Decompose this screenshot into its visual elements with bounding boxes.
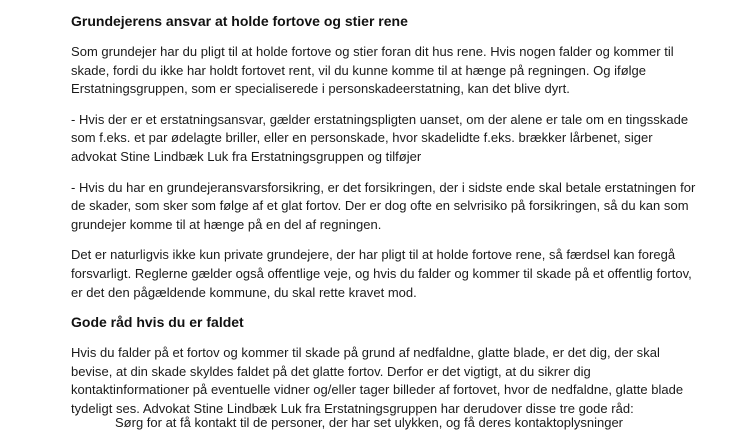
document-page: [71, 10, 696, 430]
list-item-cut-off: [71, 414, 623, 432]
paragraph-quote-insurance: - Hvis du har en grundejeransvarsforsikring, er det forsikringen, der i sidste ende skal betale erstatningen for de skader, som sker som følge af et glat fortov. Der er dog ofte en selvrisiko på forsikringen, så du kan som grundejer komme til at hænge på en del af regningen.: [71, 179, 696, 232]
paragraph-quote-liability: - Hvis der er et erstatningsansvar, gælder erstatningspligten uanset, om der alene er tale om en tingsskade som f.eks. et par ødelagte briller, eller en personskade, hvor skadelidte f.eks. brækker lårbenet, siger advokat Stine Lindbæk Luk fra Erstatningsgruppen og tilføjer: [71, 111, 689, 164]
paragraph-intro: Som grundejer har du pligt til at holde fortove og stier foran dit hus rene. Hvis nogen falder og kommer til skade, fordi du ikke har holdt fortovet rent, vil du kunne komme til at hænge på regningen. Og ifølge Erstatningsgruppen, som er specialiserede i personskadeerstatning, kan det blive dyrt.: [71, 44, 674, 97]
paragraph-public-roads: Det er naturligvis ikke kun private grundejere, der har pligt til at holde fortove rene, så færdsel kan foregå forsvarligt. Reglerne gælder også offentlige veje, og hvis du falder og kommer til skade på et offentlig fortov, er det den pågældende kommune, du skal rette kravet mod.: [71, 247, 692, 300]
section-heading-owner-responsibility: Grundejerens ansvar at holde fortove og stier rene: [71, 13, 408, 29]
paragraph-advice-intro: Hvis du falder på et fortov og kommer til skade på grund af nedfaldne, glatte blade, er det dig, der skal bevise, at din skade skyldes faldet på det glatte fortov. Derfor er det vigtigt, at du sikrer dig kontaktinformationer på eventuelle vidner og/eller tager billeder af fortovet, hvor de nedfaldne, glatte blade tydeligt ses. Advokat Stine Lindbæk Luk fra Erstatningsgruppen har derudover disse tre gode råd:: [71, 345, 684, 416]
list-item-text: Sørg for at få kontakt til de personer, der har set ulykken, og få deres kontaktoplysninger: [115, 415, 623, 430]
section-heading-good-advice: Gode råd hvis du er faldet: [71, 314, 244, 331]
